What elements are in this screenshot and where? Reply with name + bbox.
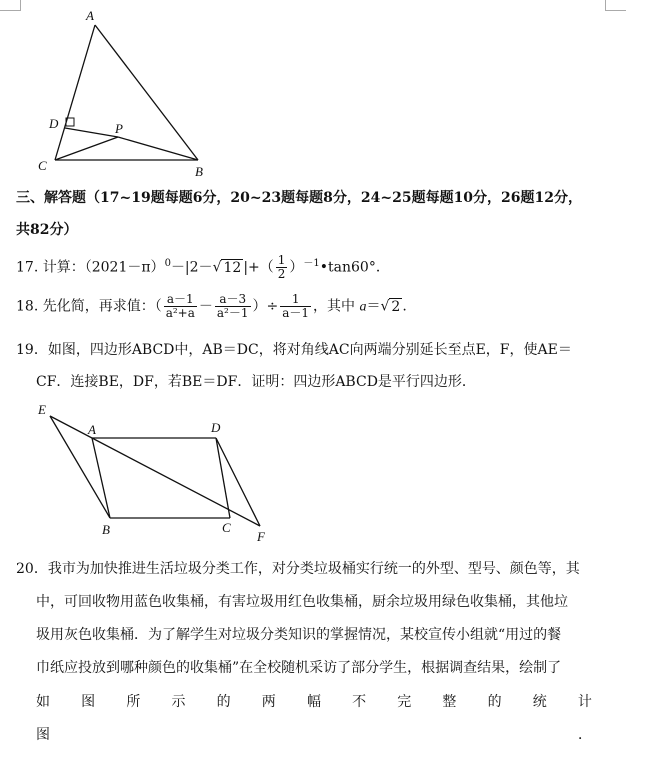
q20-line6-text: 图 <box>36 727 50 743</box>
question-20-line4: 巾纸应投放到哪种颜色的收集桶”在全校随机采访了部分学生，根据调查结果，绘制了 <box>36 660 562 676</box>
q17-sqrt: 12 <box>223 259 242 276</box>
label-B: B <box>195 164 203 179</box>
q20-char: 图 <box>81 694 96 710</box>
label-A2: A <box>88 422 96 437</box>
q17-number: 17. <box>16 259 39 276</box>
q20-line6-end: ． <box>578 727 592 743</box>
q17-text: 计算：（2021－π） <box>42 259 165 276</box>
question-20-line6 <box>36 724 592 744</box>
q20-char: 统 <box>532 694 547 710</box>
question-20-line5 <box>36 691 592 711</box>
q18-fraction-3: $\frac{1}{a-1}$ <box>282 292 310 320</box>
parallelogram-figure <box>30 398 280 548</box>
label-F: F <box>257 529 265 544</box>
section-heading-line1: 三、解答题（17~19题每题6分，20~23题每题8分，24~25题每题10分，26题12分， <box>16 190 583 206</box>
label-B2: B <box>102 522 110 537</box>
q20-char: 两 <box>261 694 276 710</box>
question-20-line3: 圾用灰色收集桶．为了解学生对垃圾分类知识的掌握情况，某校宣传小组就“用过的餐 <box>36 627 562 643</box>
q18-variable: a <box>359 299 367 315</box>
q20-char: 如 <box>36 694 50 710</box>
q18-fraction-1: $\frac{a-1}{\text{a²+a}}$ <box>165 292 195 320</box>
q17-exponent-0: 0 <box>164 258 171 269</box>
q20-char: 的 <box>487 694 502 710</box>
q20-char: 计 <box>577 694 592 710</box>
question-19-line2: CF．连接BE，DF，若BE＝DF．证明：四边形ABCD是平行四边形． <box>36 374 476 390</box>
page-corner-mark-left <box>0 0 21 11</box>
q20-char: 不 <box>352 694 367 710</box>
question-20-line2: 中，可回收物用蓝色收集桶，有害垃圾用红色收集桶，厨余垃圾用绿色收集桶，其他垃 <box>36 594 568 610</box>
question-20-line1: 20．我市为加快推进生活垃圾分类工作，对分类垃圾桶实行统一的外型、型号、颜色等，其 <box>16 561 580 577</box>
q17-part2: －|2－ <box>170 259 213 276</box>
q17-part5: •tan60°． <box>319 259 390 276</box>
q17-part3: |+（ <box>243 259 274 276</box>
label-P: P <box>115 121 123 136</box>
q18-equals: ＝ <box>366 298 381 315</box>
question-19-line1: 19．如图，四边形ABCD中，AB＝DC，将对角线AC向两端分别延长至点E，F，使AE＝ <box>16 342 572 358</box>
q17-part4: ） <box>289 259 304 276</box>
section-heading-cont <box>16 220 77 240</box>
label-D2: D <box>211 420 221 435</box>
q18-end: . <box>402 298 407 315</box>
triangle-figure <box>20 0 220 180</box>
q20-char: 幅 <box>306 694 321 710</box>
page-corner-mark-right <box>605 0 626 11</box>
q18-sqrt: 2 <box>391 298 401 315</box>
q17-fraction: $\frac{1}{2}$ <box>277 253 286 282</box>
q18-text: 先化简，再求值：（ <box>42 298 162 315</box>
section-heading <box>16 188 582 208</box>
q18-divide: ）÷ <box>252 298 279 315</box>
label-E: E <box>38 402 46 417</box>
q17-exponent-neg1: －1 <box>303 258 320 269</box>
q20-char: 的 <box>216 694 231 710</box>
q18-fraction-2: $\frac{a-3}{\text{a²－1}}$ <box>216 292 249 320</box>
q20-char: 整 <box>442 694 457 710</box>
question-17: 17. 计算：$(2021-\pi)^0-|2-√$ 12 |+（ $\frac{1}{2}$ ）$^{-1}$•tan60°． <box>16 253 390 282</box>
q18-minus: － <box>198 298 213 315</box>
q18-tail: ，其中 <box>313 298 356 315</box>
question-18: 18. 先化简，再求值：（ $\frac{a-1}{\text{a²+a}}$ － $\frac{a-3}{\text{a²－1}}$ ）÷ $\frac{1}{a-1}$ ，其中 a＝√ 2 . <box>16 292 407 320</box>
label-A: A <box>86 8 94 23</box>
q20-char: 示 <box>171 694 186 710</box>
label-D: D <box>49 116 59 131</box>
label-C2: C <box>222 520 231 535</box>
label-C: C <box>38 158 47 173</box>
section-heading-line2: 共82分） <box>16 222 78 238</box>
q18-number: 18. <box>16 298 39 315</box>
q20-char: 完 <box>397 694 412 710</box>
q20-char: 所 <box>126 694 141 710</box>
